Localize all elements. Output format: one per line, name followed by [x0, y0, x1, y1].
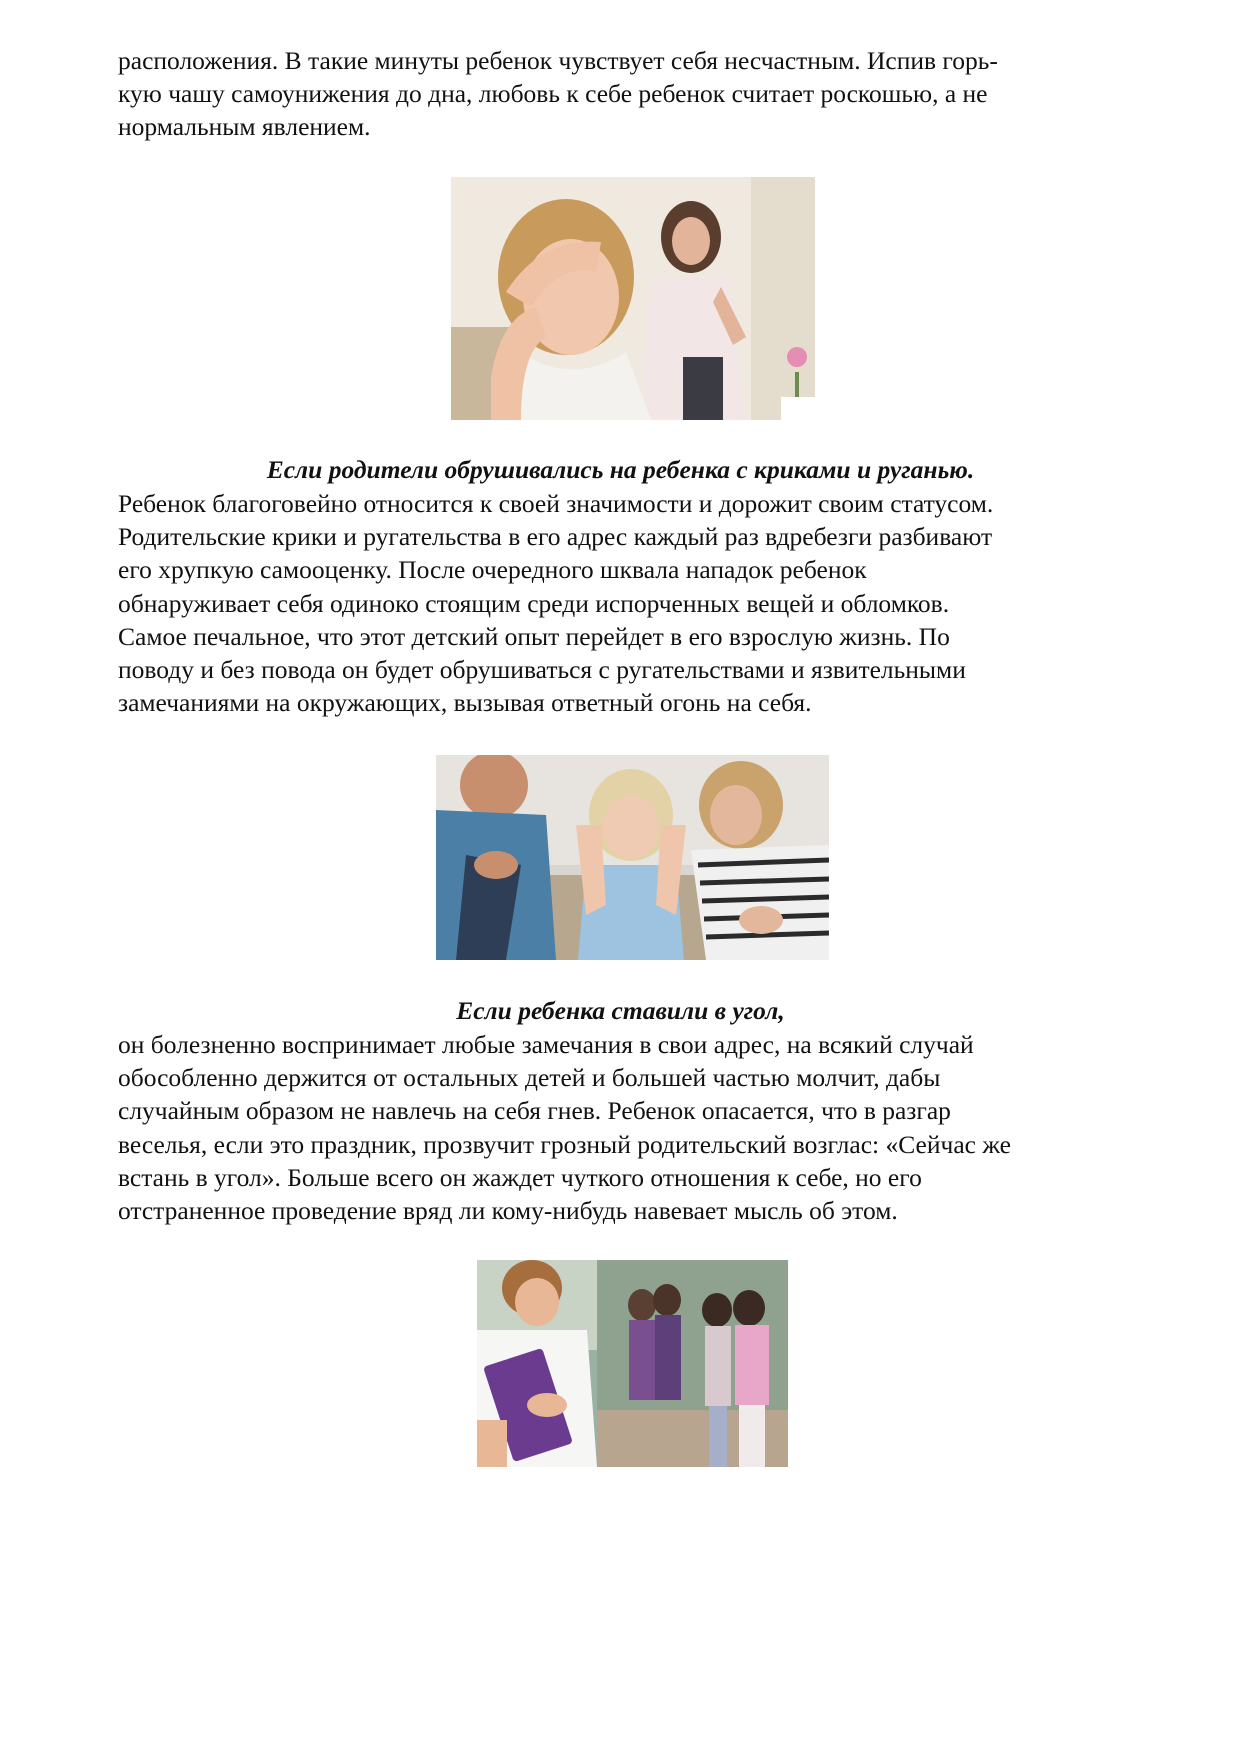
paragraph-shouting — [118, 487, 1148, 719]
section-heading-corner: Если ребенка ставили в угол, — [456, 996, 785, 1025]
text-line: Ребенок благоговейно относится к своей значимости и дорожит своим статусом. — [118, 489, 994, 518]
photo-upset-girl-with-mother — [451, 177, 815, 420]
text-line: веселья, если это праздник, прозвучит грозный родительский возглас: «Сейчас же — [118, 1129, 1011, 1159]
text-line: отстраненное проведение вряд ли кому-нибудь навевает мысль об этом. — [118, 1196, 898, 1226]
section-heading-shouting: Если родители обрушивались на ребенка с криками и руганью. — [266, 455, 975, 484]
text-line: случайным образом не навлечь на себя гнев. Ребенок опасается, что в разгар — [118, 1096, 951, 1126]
paragraph-corner — [118, 1028, 1148, 1227]
intro-paragraph — [118, 44, 1148, 144]
text-line: поводу и без повода он будет обрушиваться с ругательствами и язвительными — [118, 655, 966, 685]
text-line: расположения. В такие минуты ребенок чувствует себя несчастным. Испив горь- — [118, 46, 998, 75]
text-line: обособленно держится от остальных детей и большей частью молчит, дабы — [118, 1063, 941, 1093]
text-line: его хрупкую самооценку. После очередного шквала нападок ребенок — [118, 555, 867, 585]
text-line: обнаруживает себя одиноко стоящим среди испорченных вещей и обломков. — [118, 588, 950, 618]
text-line: нормальным явлением. — [118, 112, 371, 142]
text-line: Самое печальное, что этот детский опыт перейдет в его взрослую жизнь. По — [118, 621, 950, 651]
text-line: Родительские крики и ругательства в его адрес каждый раз вдребезги разбивают — [118, 522, 993, 552]
text-line: замечаниями на окружающих, вызывая ответный огонь на себя. — [118, 688, 812, 718]
text-line: кую чашу самоунижения до дна, любовь к себе ребенок считает роскошью, а не — [118, 79, 988, 109]
photo-lonely-boy-school-corridor — [477, 1260, 788, 1467]
text-line: встань в угол». Больше всего он жаждет чуткого отношения к себе, но его — [118, 1162, 922, 1192]
photo-parents-shouting-at-child — [436, 755, 829, 960]
text-line: он болезненно воспринимает любые замечания в свои адрес, на всякий случай — [118, 1030, 974, 1059]
